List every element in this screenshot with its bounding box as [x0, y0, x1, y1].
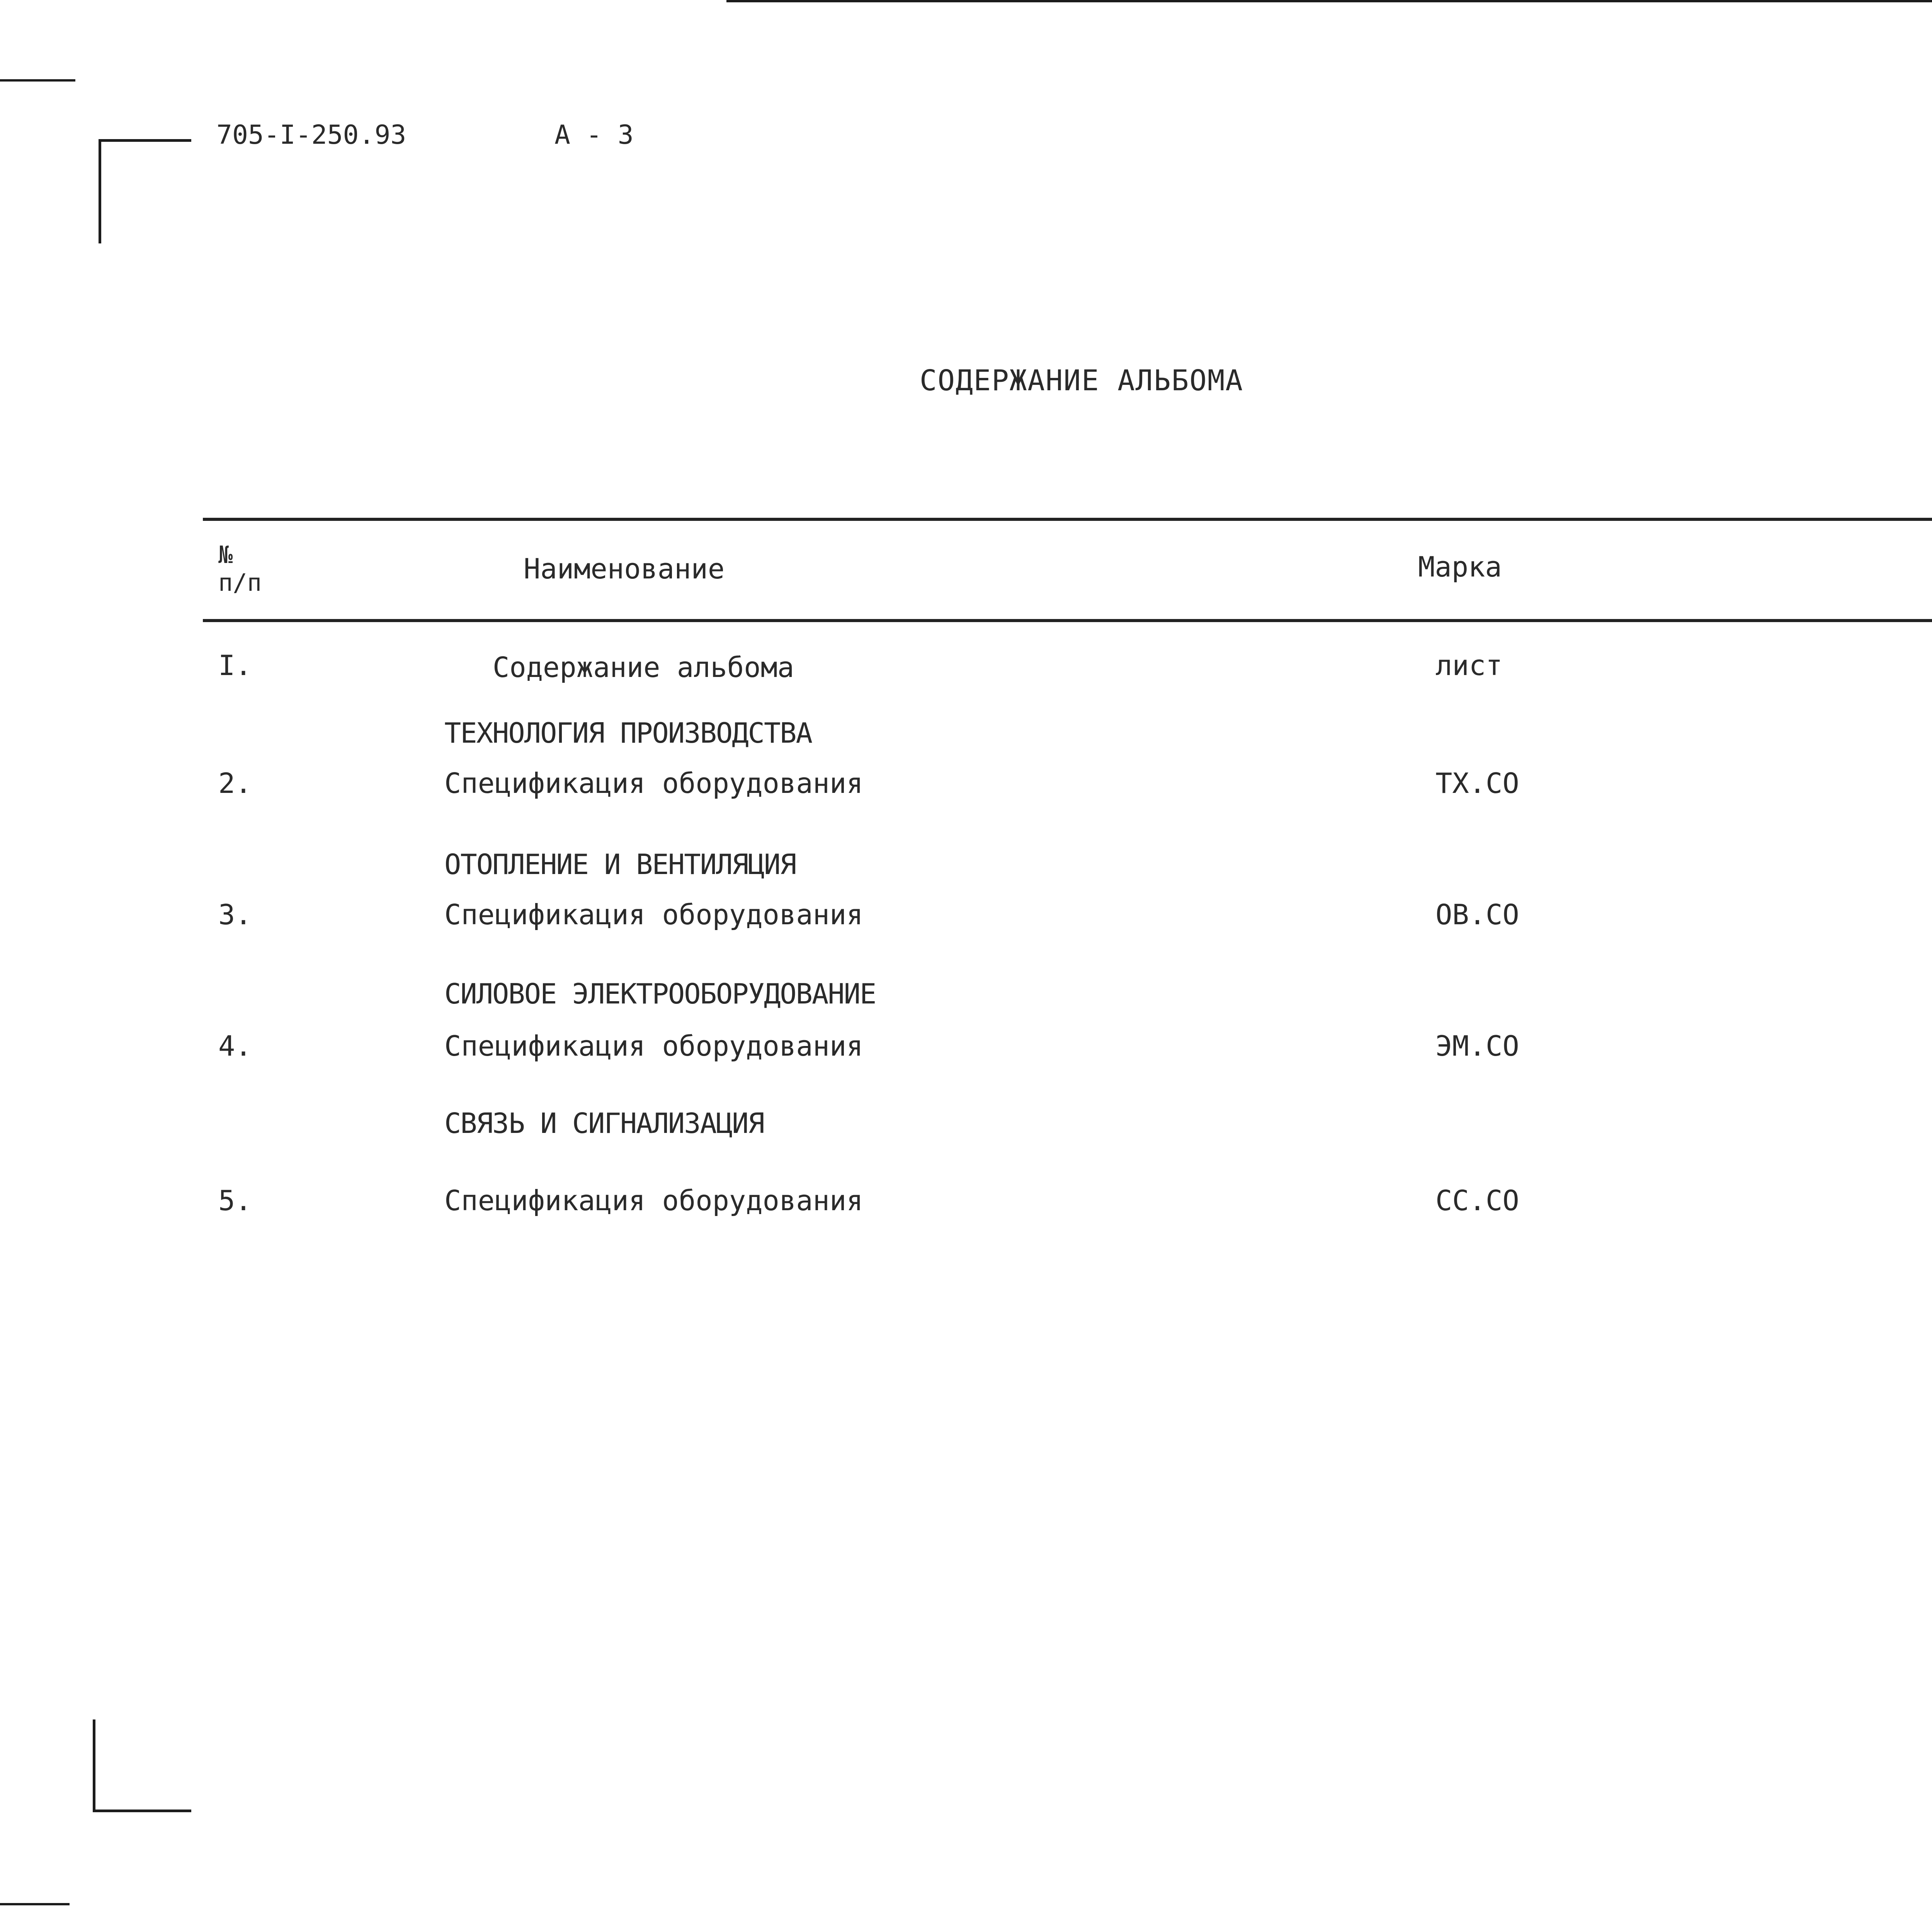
column-header-number-abbr: п/п [218, 568, 262, 597]
section-heading-heating-ventilation: ОТОПЛЕНИЕ И ВЕНТИЛЯЦИЯ [444, 848, 796, 881]
corner-mark-top-left-h [99, 139, 191, 142]
row-3-number: 3. [218, 898, 252, 931]
row-5-number: 5. [218, 1184, 252, 1217]
row-3-mark: ОВ.СО [1435, 898, 1519, 931]
column-header-mark: Марка [1418, 551, 1502, 583]
section-heading-technology: ТЕХНОЛОГИЯ ПРОИЗВОДСТВА [444, 717, 812, 749]
column-header-number [218, 541, 262, 597]
row-1-name: Содержание альбома [493, 651, 794, 684]
corner-mark-bottom-left-v [93, 1719, 95, 1812]
column-header-number-symbol: № [218, 541, 233, 569]
section-heading-communication-signaling: СВЯЗЬ И СИГНАЛИЗАЦИЯ [444, 1107, 764, 1139]
top-edge-line [726, 0, 1932, 2]
contents-table [203, 518, 1932, 1271]
table-header-rule [203, 619, 1932, 622]
row-1-mark: лист [1435, 649, 1503, 682]
column-header-name: Наименование [524, 553, 725, 585]
album-label: А - 3 [554, 120, 634, 150]
row-4-number: 4. [218, 1030, 252, 1062]
page-title: СОДЕРЖАНИЕ АЛЬБОМА [920, 364, 1243, 397]
section-heading-power-equipment: СИЛОВОЕ ЭЛЕКТРООБОРУДОВАНИЕ [444, 978, 876, 1010]
document-code: 705-I-250.93 [216, 120, 406, 150]
table-top-rule [203, 518, 1932, 521]
left-margin-tick-bottom [0, 1903, 70, 1905]
row-5-mark: СС.СО [1435, 1184, 1519, 1217]
row-1-number: I. [218, 649, 252, 682]
row-4-mark: ЭМ.СО [1435, 1030, 1519, 1062]
row-2-name: Спецификация оборудования [444, 767, 863, 799]
row-2-mark: ТХ.СО [1435, 767, 1519, 799]
row-5-name: Спецификация оборудования [444, 1184, 863, 1217]
row-3-name: Спецификация оборудования [444, 898, 863, 931]
row-2-number: 2. [218, 767, 252, 799]
left-margin-tick-top [0, 79, 75, 82]
corner-mark-bottom-left-h [93, 1810, 191, 1812]
corner-mark-top-left-v [99, 139, 101, 243]
row-4-name: Спецификация оборудования [444, 1030, 863, 1062]
